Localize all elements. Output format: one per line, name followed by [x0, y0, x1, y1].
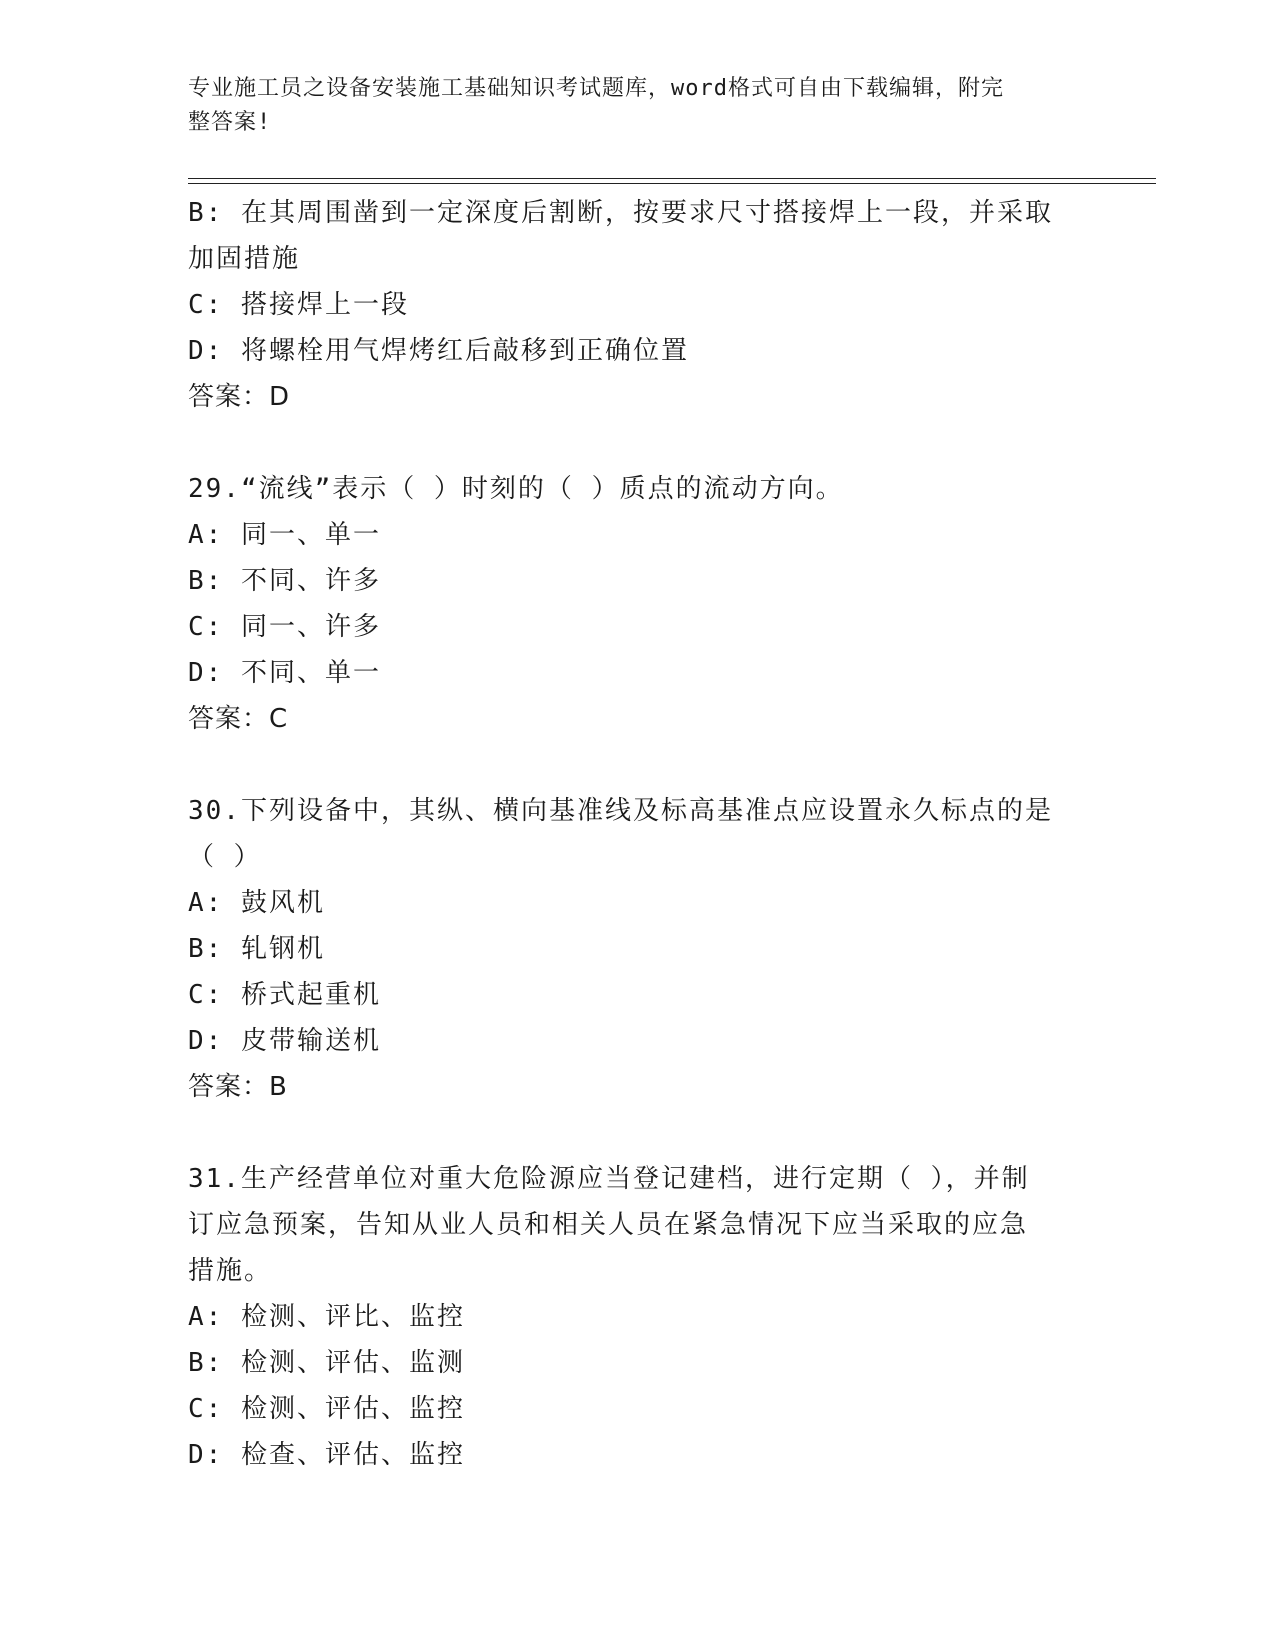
- option-b: B: 检测、评估、监测: [188, 1348, 465, 1378]
- option-a: A: 鼓风机: [188, 888, 325, 918]
- option-d: D: 皮带输送机: [188, 1026, 381, 1056]
- option-c: C: 桥式起重机: [188, 980, 381, 1010]
- option-b: B: 轧钢机: [188, 934, 325, 964]
- answer-label: 答案：B: [188, 1072, 288, 1102]
- header-line-2: 整答案!: [188, 110, 272, 135]
- header-line-1: 专业施工员之设备安装施工基础知识考试题库，word格式可自由下载编辑，附完: [188, 76, 1004, 101]
- question-text: 30.下列设备中，其纵、横向基准线及标高基准点应设置永久标点的是: [188, 796, 1053, 826]
- question-text-continued: 订应急预案，告知从业人员和相关人员在紧急情况下应当采取的应急: [188, 1210, 1029, 1240]
- document-header: [188, 72, 1068, 140]
- spacer: [188, 420, 1088, 466]
- question-29: [188, 466, 1088, 742]
- answer-label: 答案：D: [188, 382, 291, 412]
- question-30: [188, 788, 1088, 1110]
- option-b: B: 在其周围凿到一定深度后割断，按要求尺寸搭接焊上一段，并采取: [188, 198, 1053, 228]
- option-a: A: 同一、单一: [188, 520, 381, 550]
- option-d: D: 不同、单一: [188, 658, 381, 688]
- question-list: [188, 190, 1088, 1478]
- spacer: [188, 1110, 1088, 1156]
- header-divider-top: [188, 178, 1156, 179]
- question-31: [188, 1156, 1088, 1478]
- option-c: C: 同一、许多: [188, 612, 381, 642]
- question-text-continued: （ ）: [188, 842, 262, 872]
- option-d: D: 将螺栓用气焊烤红后敲移到正确位置: [188, 336, 689, 366]
- option-d: D: 检查、评估、监控: [188, 1440, 465, 1470]
- answer-label: 答案：C: [188, 704, 289, 734]
- option-b-continued: 加固措施: [188, 244, 301, 274]
- option-b: B: 不同、许多: [188, 566, 381, 596]
- question-text-continued: 措施。: [188, 1256, 273, 1286]
- question-28-continued: [188, 190, 1088, 420]
- option-c: C: 搭接焊上一段: [188, 290, 409, 320]
- question-text: 31.生产经营单位对重大危险源应当登记建档，进行定期（ ），并制: [188, 1164, 1030, 1194]
- question-text: 29.“流线”表示（ ）时刻的（ ）质点的流动方向。: [188, 474, 844, 504]
- option-c: C: 检测、评估、监控: [188, 1394, 465, 1424]
- spacer: [188, 742, 1088, 788]
- header-divider-bottom: [188, 183, 1156, 184]
- option-a: A: 检测、评比、监控: [188, 1302, 465, 1332]
